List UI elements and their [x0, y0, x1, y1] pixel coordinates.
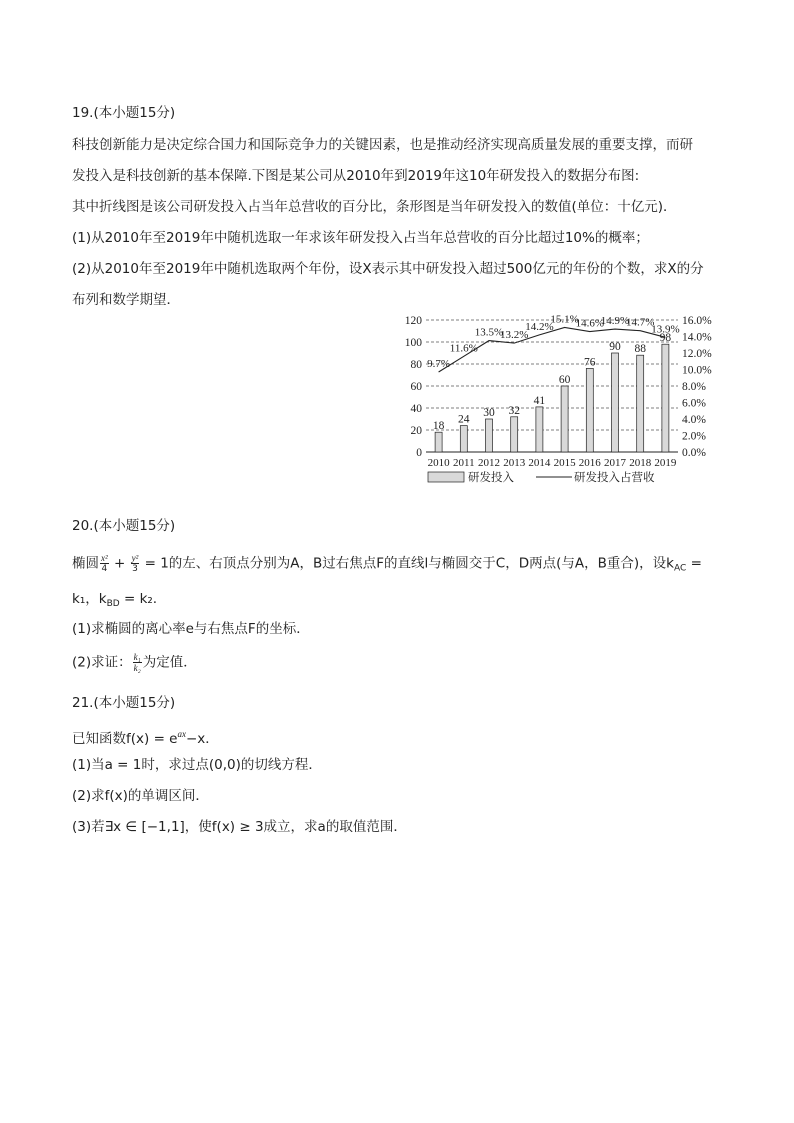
q20-part-2 [72, 652, 197, 673]
right-tick-label: 10.0% [682, 364, 712, 377]
q20-part-2-prefix: (2)求证： [72, 654, 132, 671]
q19-paragraph-line-1: 科技创新能力是决定综合国力和国际竞争力的关键因素，也是推动经济实现高质量发展的重要支撑，而研 [72, 137, 693, 153]
bar [511, 417, 518, 452]
q20-fraction-x-den: 4 [101, 564, 108, 574]
q20-ratio-fraction [133, 652, 142, 673]
left-tick-label: 80 [410, 359, 422, 371]
bar [435, 432, 442, 452]
q20-fraction-y [131, 553, 140, 574]
q20-fraction-x [100, 553, 109, 574]
q20-sub-bd: BD [106, 599, 120, 609]
left-tick-label: 40 [410, 403, 422, 415]
q19-paragraph-line-3: 其中折线图是该公司研发投入占当年总营收的百分比，条形图是当年研发投入的数值(单位：十亿元)． [72, 199, 677, 215]
q21-function-text: 已知函数f(x) = e [72, 731, 178, 747]
right-tick-label: 4.0% [682, 414, 706, 426]
x-tick-label: 2019 [654, 457, 677, 469]
q20-plus: + [109, 555, 130, 572]
x-tick-label: 2010 [427, 457, 450, 469]
pct-label: 14.2% [525, 320, 554, 333]
x-tick-label: 2018 [629, 457, 652, 469]
bar-value-label: 60 [558, 374, 571, 386]
q19-part-1: (1)从2010年至2019年中随机选取一年求该年研发投入占当年总营收的百分比超过10%的概率； [72, 230, 649, 246]
bar [637, 355, 644, 452]
bar-value-label: 18 [432, 420, 445, 433]
bar-value-label: 98 [659, 332, 672, 345]
legend-line-label: 研发投入占营收 [574, 472, 655, 484]
pct-label: 15.1% [550, 313, 579, 326]
right-tick-label: 0.0% [682, 447, 706, 459]
right-tick-label: 16.0% [682, 315, 712, 327]
right-tick-label: 14.0% [682, 331, 712, 344]
right-tick-label: 12.0% [682, 348, 712, 360]
q21-exponent: ax [177, 729, 186, 739]
left-tick-label: 20 [410, 425, 422, 437]
q19-part-2-line-2: 布列和数学期望． [72, 292, 180, 308]
bar-value-label: 41 [533, 394, 546, 407]
q19-paragraph-line-2: 发投入是科技创新的基本保障.下图是某公司从2010年到2019年这10年研发投入的数据分布图: [72, 168, 640, 184]
bar [662, 344, 669, 452]
bar-value-label: 24 [458, 413, 470, 426]
q20-part-1: (1)求椭圆的离心率e与右焦点F的坐标． [72, 621, 310, 637]
q21-part-2: (2)求f(x)的单调区间． [72, 788, 209, 804]
q21-function-tail: −x． [185, 731, 219, 747]
right-tick-label: 2.0% [682, 430, 706, 443]
q21-header: 21.(本小题15分) [72, 695, 176, 711]
bar [586, 368, 593, 452]
bar-value-label: 76 [584, 356, 596, 369]
pct-label: 14.6% [575, 317, 605, 330]
x-tick-label: 2013 [503, 457, 526, 469]
x-tick-label: 2011 [453, 457, 475, 469]
q21-function-def [72, 725, 219, 748]
q20-ellipse-statement [72, 553, 702, 578]
bar-value-label: 90 [609, 341, 621, 353]
left-tick-label: 120 [404, 315, 422, 327]
pct-label: 9.7% [427, 357, 451, 370]
q20-header: 20.(本小题15分) [72, 518, 176, 534]
x-tick-label: 2017 [604, 457, 626, 469]
x-tick-label: 2014 [528, 457, 551, 469]
q19-part-2-line-1: (2)从2010年至2019年中随机选取两个年份，设X表示其中研发投入超过500亿元的年份的个数，求X的分 [72, 261, 704, 277]
pct-label: 11.6% [449, 342, 478, 355]
pct-label: 13.9% [651, 323, 680, 336]
q20-statement-text: = 1的左、右顶点分别为A，B过右焦点F的直线l与椭圆交于C，D两点(与A，B重合)，设k [140, 555, 674, 572]
q20-k1-text: k₁，k [72, 591, 107, 607]
bar-value-label: 88 [634, 343, 646, 356]
x-tick-label: 2015 [553, 457, 576, 469]
q20-equals: = [686, 555, 702, 572]
bar-value-label: 32 [508, 404, 520, 417]
x-tick-label: 2012 [478, 457, 500, 469]
q20-sub-ac: AC [673, 563, 687, 574]
bar [536, 407, 543, 452]
pct-label: 13.2% [499, 329, 529, 342]
q20-k2-text: = k₂. [119, 591, 158, 607]
legend-bar-label: 研发投入 [468, 472, 514, 484]
left-tick-label: 100 [404, 337, 422, 349]
q21-part-1: (1)当a = 1时，求过点(0,0)的切线方程． [72, 757, 322, 773]
q20-slope-line [72, 590, 157, 613]
legend-bar-swatch [428, 472, 464, 482]
pct-label: 14.9% [600, 315, 630, 328]
q20-fraction-y-den: 3 [132, 564, 138, 574]
bar [561, 386, 568, 452]
pct-label: 13.5% [474, 326, 504, 339]
q20-part-2-suffix: 为定值． [142, 654, 197, 671]
q21-part-3: (3)若∃x ∈ [−1,1]，使f(x) ≥ 3成立，求a的取值范围． [72, 819, 407, 835]
bar [460, 426, 467, 452]
left-tick-label: 0 [416, 447, 422, 459]
rd-investment-chart [396, 306, 736, 486]
q20-fraction-y-num: y² [131, 553, 139, 563]
x-tick-label: 2016 [578, 457, 601, 469]
right-tick-label: 6.0% [682, 397, 706, 410]
right-tick-label: 8.0% [682, 381, 706, 393]
q20-ratio-num: k₁ [133, 652, 141, 662]
q20-fraction-x-num: x² [101, 553, 108, 563]
bar [486, 419, 493, 452]
q20-ratio-den: k₂ [133, 663, 141, 673]
q20-ellipse-word: 椭圆 [72, 555, 99, 572]
bar [612, 353, 619, 452]
left-tick-label: 60 [410, 381, 422, 393]
q19-header: 19.(本小题15分) [72, 105, 176, 121]
bar-value-label: 30 [483, 407, 495, 419]
pct-label: 14.7% [625, 316, 655, 329]
